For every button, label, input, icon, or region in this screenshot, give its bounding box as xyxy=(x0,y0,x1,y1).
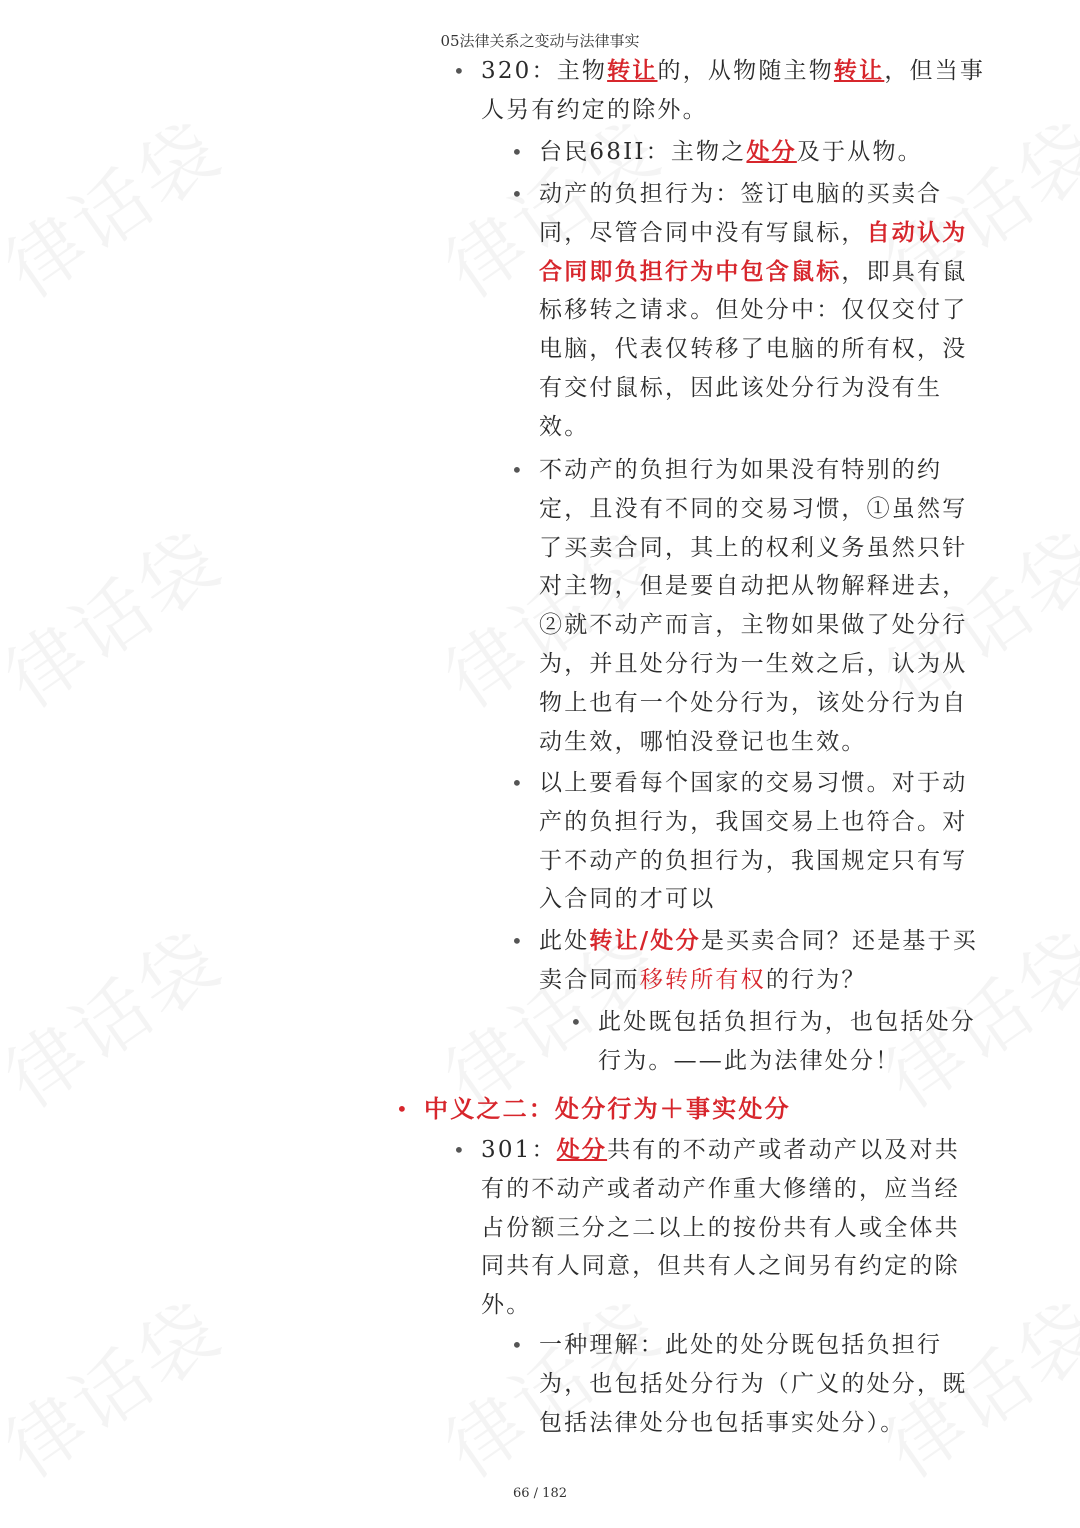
highlight-text: 转让/处分 xyxy=(589,927,701,954)
bullet-icon: • xyxy=(511,182,525,206)
list-item-trade-custom xyxy=(511,764,984,919)
bullet-icon: • xyxy=(396,1097,410,1121)
text: 台民68II：主物之 xyxy=(539,139,747,165)
bullet-icon: • xyxy=(511,929,525,953)
bullet-icon: • xyxy=(511,140,525,164)
page-header-title: 05法律关系之变动与法律事实 xyxy=(440,32,640,50)
watermark xyxy=(0,901,240,1128)
list-item-article-320 xyxy=(453,52,986,130)
text: 301： xyxy=(481,1137,557,1163)
bullet-icon: • xyxy=(453,1138,467,1162)
watermark xyxy=(0,501,240,728)
highlight-text: 移转所有权 xyxy=(639,966,766,993)
text: 的行为？ xyxy=(765,966,867,993)
bullet-icon: • xyxy=(511,458,525,482)
list-item-interpretation xyxy=(511,1326,984,1442)
highlight-text: 转让 xyxy=(833,57,885,84)
list-item-immovable-burden xyxy=(511,451,984,761)
list-item-question xyxy=(511,922,984,1000)
watermark xyxy=(0,1271,240,1498)
bullet-icon: • xyxy=(511,1333,525,1357)
highlight-text: 处分 xyxy=(746,138,797,165)
text: 动产的负担行为：签订电脑的买卖合同，尽管合同中没有写鼠标， xyxy=(539,181,943,246)
text: 共有的不动产或者动产以及对共有的不动产或者动产作重大修缮的，应当经占份额三分之二以上的按份共有人或全体共同共有人同意，但共有人之间另有约定的除外。 xyxy=(481,1137,960,1319)
highlight-text: 处分 xyxy=(556,1136,608,1163)
list-item-article-301 xyxy=(453,1131,973,1325)
text: 此处既包括负担行为，也包括处分行为。——此为法律处分！ xyxy=(598,1009,976,1074)
text: 的，从物随主物 xyxy=(657,58,834,84)
text: 是买卖合同？还是基于买卖合同而 xyxy=(539,928,979,993)
highlight-text: 转让 xyxy=(607,57,658,84)
text: 不动产的负担行为如果没有特别的约定，且没有不同的交易习惯，①虽然写了买卖合同，其上的权利义务虽然只针对主物，但是要自动把从物解释进去，②就不动产而言，主物如果做了处分行为，并且处分行为一生效之后，认为从物上也有一个处分行为，该处分行为自动生效，哪怕没登记也生效。 xyxy=(539,457,968,755)
text: ，即具有鼠标移转之请求。但处分中：仅仅交付了电脑，代表仅转移了电脑的所有权，没有交付鼠标，因此该处分行为没有生效。 xyxy=(539,258,968,440)
text: ，但当事人另有约定的除外。 xyxy=(481,58,986,123)
text: 以上要看每个国家的交易习惯。对于动产的负担行为，我国交易上也符合。对于不动产的负担行为，我国规定只有写入合同的才可以 xyxy=(539,770,968,913)
text: 及于从物。 xyxy=(796,139,923,165)
text: 此处 xyxy=(539,928,590,954)
list-item-answer xyxy=(570,1003,988,1081)
section-heading xyxy=(396,1090,984,1130)
heading-text: 中义之二：处分行为＋事实处分 xyxy=(424,1094,791,1123)
page-number: 66 / 182 xyxy=(513,1486,567,1501)
bullet-icon: • xyxy=(570,1010,584,1034)
bullet-icon: • xyxy=(511,771,525,795)
list-item-movable-burden xyxy=(511,175,984,447)
text: 320：主物 xyxy=(481,58,608,84)
list-item-taimin-68 xyxy=(511,133,984,172)
text: 一种理解：此处的处分既包括负担行为，也包括处分行为（广义的处分，既包括法律处分也包括事实处分）。 xyxy=(539,1332,968,1436)
watermark xyxy=(0,91,240,318)
highlight-text: 自动认为合同即负担行为中包含鼠标 xyxy=(539,218,968,285)
bullet-icon: • xyxy=(453,59,467,83)
